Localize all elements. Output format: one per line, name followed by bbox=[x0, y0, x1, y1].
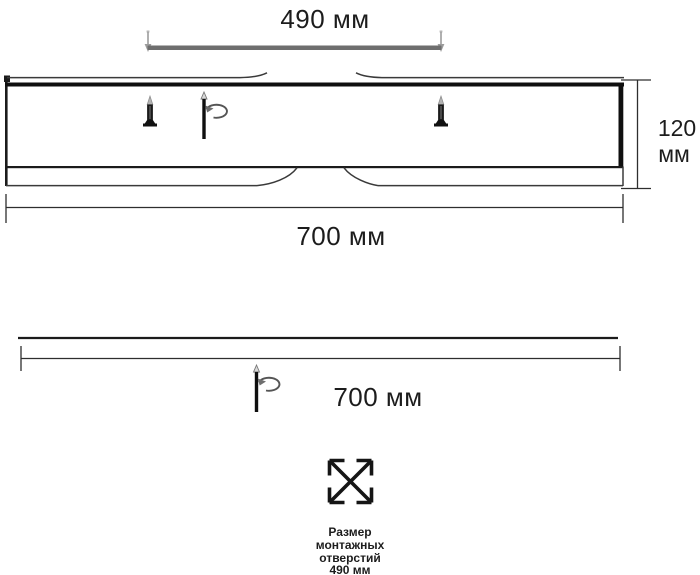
dim-700-front bbox=[6, 194, 623, 251]
fixture-left-edge bbox=[5, 77, 8, 186]
dim-120-unit: мм bbox=[658, 141, 690, 167]
caption-line: отверстий bbox=[319, 551, 381, 565]
screw-rotate-icon bbox=[254, 365, 280, 412]
dim-700-side bbox=[21, 346, 620, 412]
dim-120-value: 120 bbox=[657, 115, 697, 141]
screw-rotate-icon bbox=[201, 92, 227, 139]
fixture-top-cover-left bbox=[7, 73, 267, 78]
screw-down-icon bbox=[434, 96, 448, 127]
screw-down-icon bbox=[143, 96, 157, 127]
mounting-holes-caption bbox=[316, 525, 385, 575]
mounting-square-diagonals bbox=[330, 461, 372, 503]
fixture-bottom-curve-left bbox=[257, 168, 297, 186]
dim-700-side-label: 700 мм bbox=[333, 382, 423, 412]
dim-120-height bbox=[621, 80, 696, 189]
dim-490-label: 490 мм bbox=[280, 4, 370, 34]
fixture-top-edge bbox=[5, 83, 624, 87]
fixture-front-view bbox=[4, 73, 624, 186]
caption-line: Размер bbox=[328, 525, 372, 539]
dim-490-bar bbox=[148, 46, 442, 51]
fixture-bottom-inner-edge bbox=[5, 166, 624, 168]
fixture-right-edge bbox=[619, 83, 624, 169]
fixture-bottom-curve-right bbox=[344, 168, 378, 186]
dim-700-front-label: 700 мм bbox=[296, 221, 386, 251]
caption-line: монтажных bbox=[315, 538, 385, 552]
mounting-holes-icon bbox=[330, 461, 372, 503]
fixture-top-cover-right bbox=[356, 73, 624, 78]
caption-line: 490 мм bbox=[329, 563, 371, 575]
dim-490-mounting bbox=[145, 4, 445, 52]
